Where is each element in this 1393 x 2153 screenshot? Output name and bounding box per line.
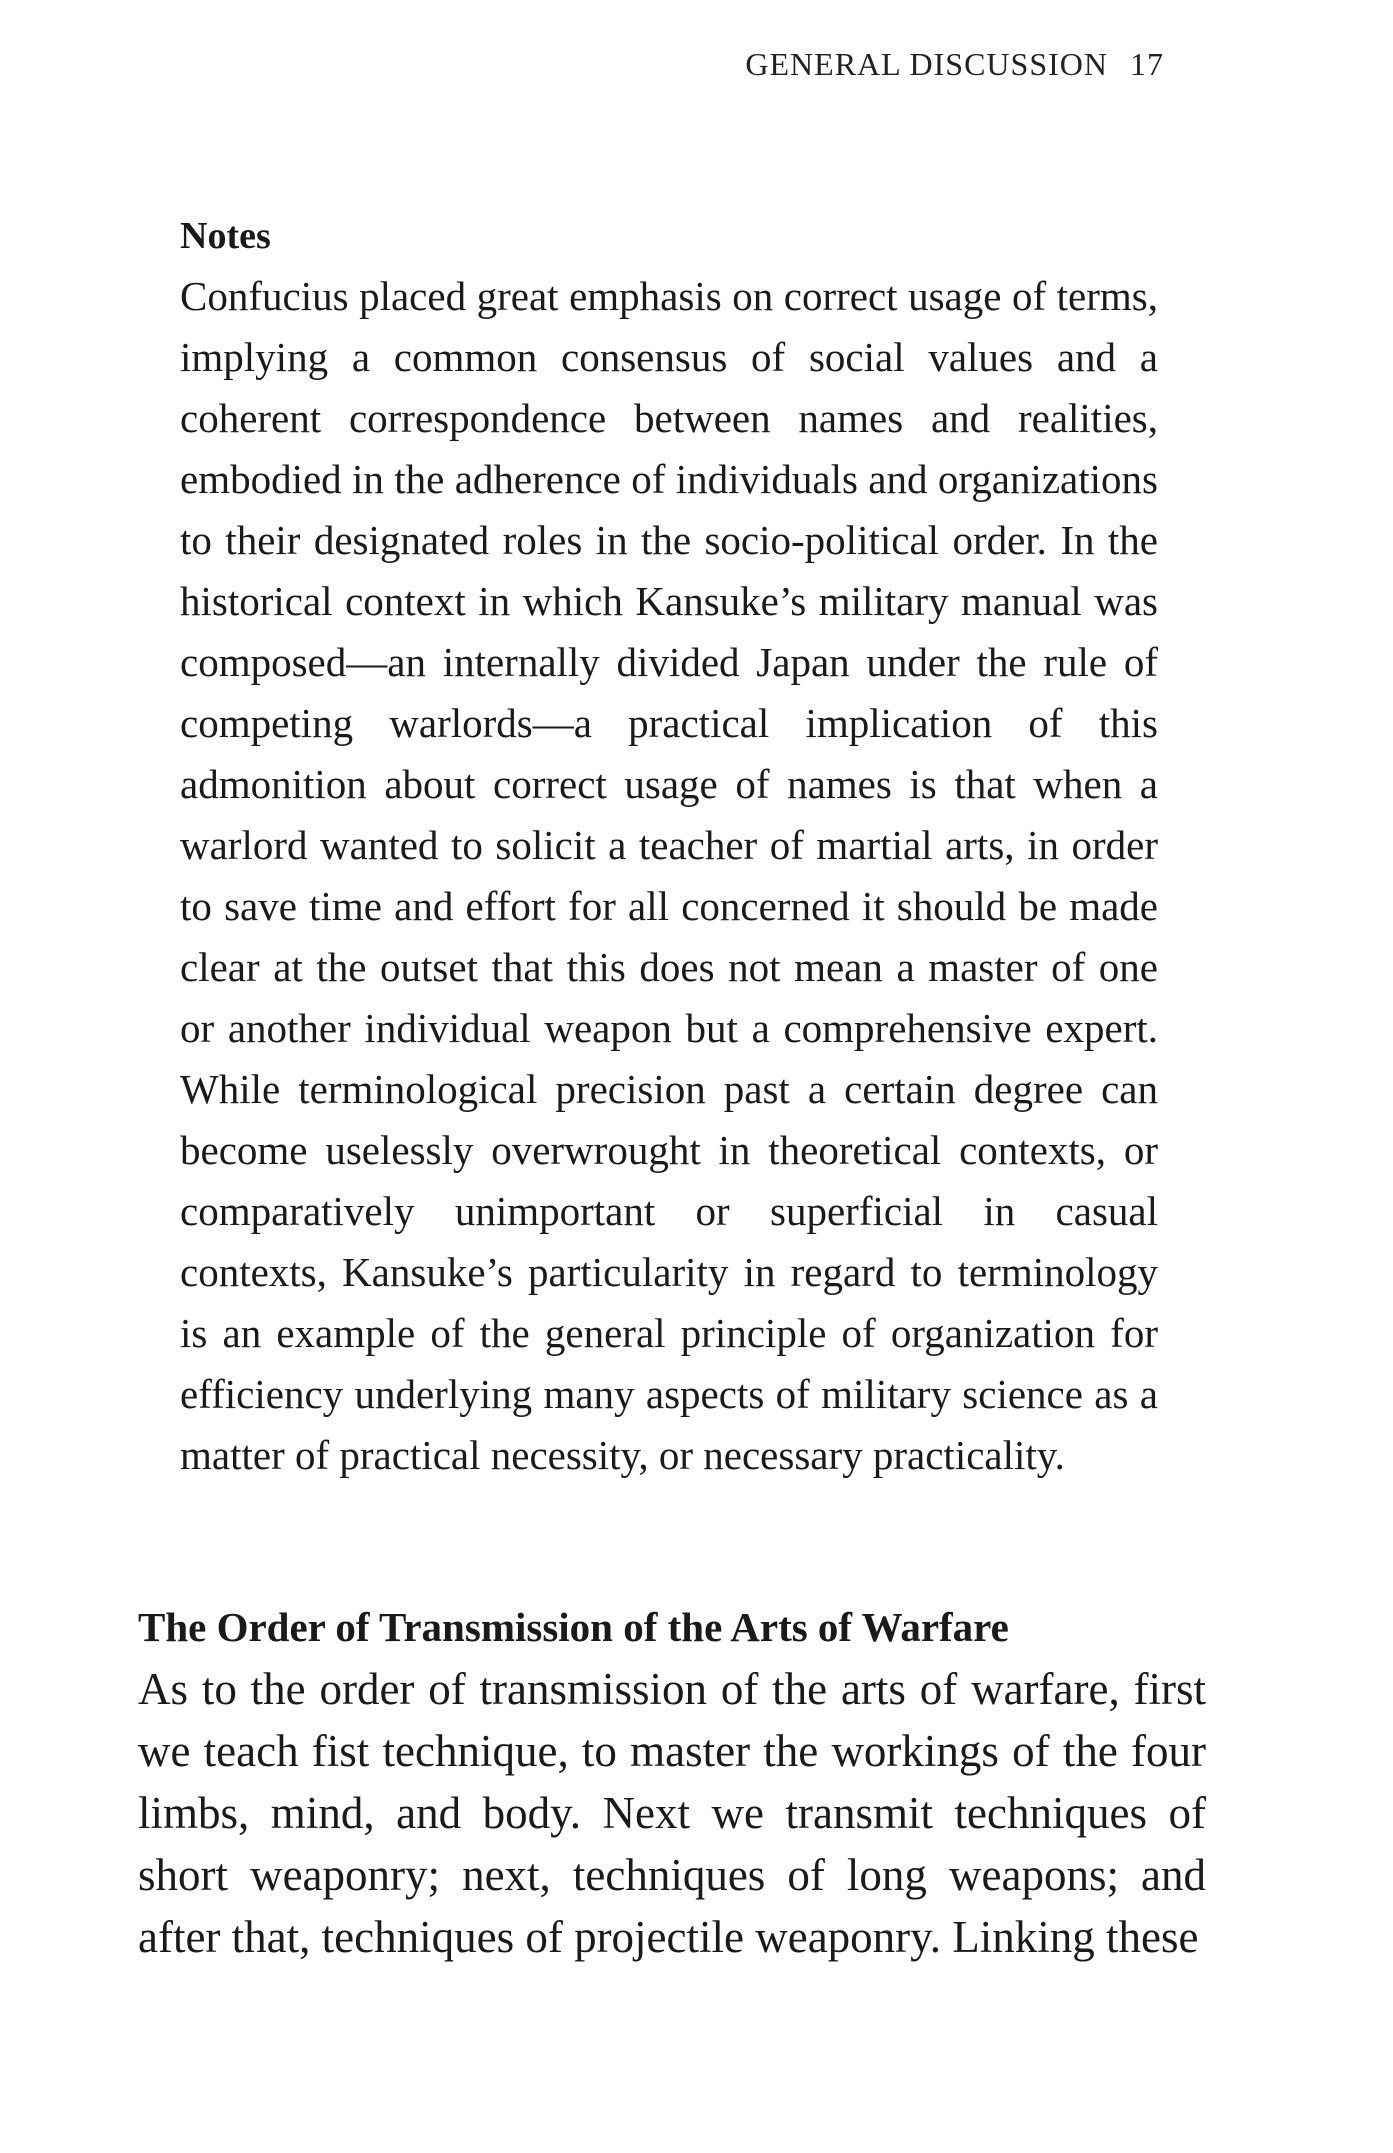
notes-heading: Notes xyxy=(180,215,271,257)
transmission-section xyxy=(138,1598,1206,1968)
notes-section xyxy=(180,210,1158,1486)
running-title: GENERAL DISCUSSION xyxy=(745,46,1108,82)
running-head xyxy=(745,46,1164,83)
section-heading: The Order of Transmission of the Arts of Warfare xyxy=(138,1604,1009,1650)
page-number: 17 xyxy=(1130,46,1164,82)
section-paragraph: As to the order of transmission of the arts of warfare, first we teach fist technique, to master the workings of the four limbs, mind, and body. Next we transmit techniques of short weaponry; next, techniques of long weapons; and after that, techniques of projectile weaponry. Linking these xyxy=(138,1664,1206,1962)
notes-paragraph: Confucius placed great emphasis on correct usage of terms, implying a common consensus of social values and a coherent correspondence between names and realities, embodied in the adherence of individuals and organizations to their designated roles in the socio-political order. In the historical context in which Kansuke’s military manual was composed—an internally divided Japan under the rule of competing warlords—a practical implication of this admonition about correct usage of names is that when a warlord wanted to solicit a teacher of martial arts, in order to save time and effort for all concerned it should be made clear at the outset that this does not mean a master of one or another individual weapon but a comprehensive expert. While terminological precision past a certain degree can become uselessly overwrought in theoretical contexts, or comparatively unimportant or superficial in casual contexts, Kansuke’s particularity in regard to terminology is an example of the general principle of organization for efficiency underlying many aspects of military science as a matter of practical necessity, or necessary practicality. xyxy=(180,273,1158,1478)
